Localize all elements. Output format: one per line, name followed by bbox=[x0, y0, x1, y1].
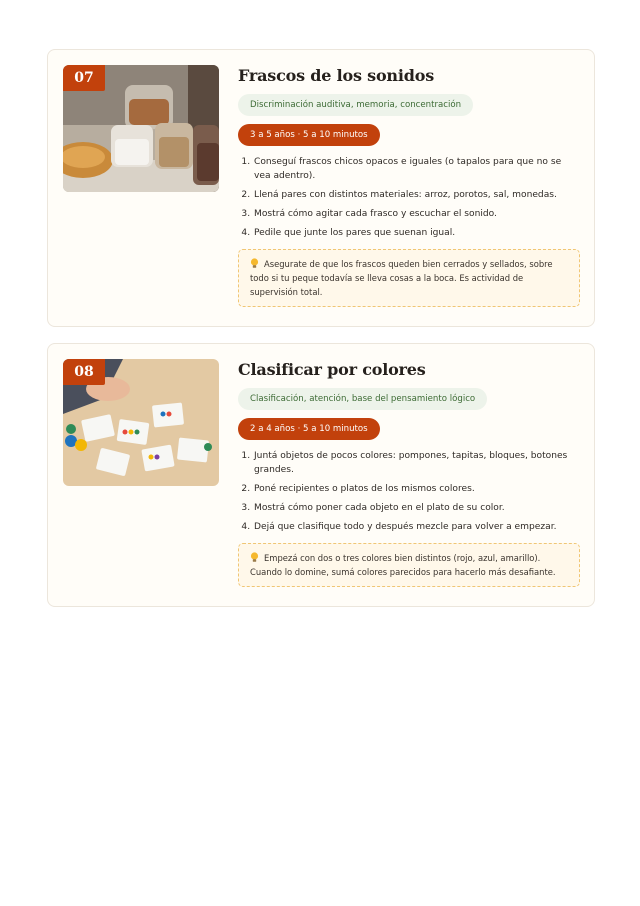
steps-list bbox=[238, 156, 580, 240]
list-item: 4. Pedile que junte los pares que suenan igual. bbox=[253, 227, 580, 241]
tip-text: Empezá con dos o tres colores bien distintos (rojo, azul, amarillo). Cuando lo domine, sumá colores parecidos para hacerlo más desafiante. bbox=[250, 553, 556, 577]
list-item: 2. Llená pares con distintos materiales: arroz, porotos, sal, monedas. bbox=[253, 189, 580, 203]
age-duration-badge: 3 a 5 años · 5 a 10 minutos bbox=[238, 124, 380, 146]
lightbulb-icon bbox=[250, 552, 259, 563]
list-item: 3. Mostrá cómo poner cada objeto en el plato de su color. bbox=[253, 502, 580, 516]
tip-box bbox=[238, 543, 580, 587]
list-item: 1. Juntá objetos de pocos colores: pompones, tapitas, bloques, botones grandes. bbox=[253, 450, 580, 477]
tip-text: Asegurate de que los frascos queden bien cerrados y sellados, sobre todo si tu peque todavía se lleva cosas a la boca. Es actividad de supervisión total. bbox=[250, 259, 553, 297]
list-item: 3. Mostrá cómo agitar cada frasco y escuchar el sonido. bbox=[253, 208, 580, 222]
skills-badge: Discriminación auditiva, memoria, concentración bbox=[238, 94, 473, 116]
age-duration-badge: 2 a 4 años · 5 a 10 minutos bbox=[238, 418, 380, 440]
lightbulb-icon bbox=[250, 258, 259, 269]
activity-title: Clasificar por colores bbox=[238, 360, 426, 379]
activity-number: 08 bbox=[63, 359, 105, 385]
skills-badge: Clasificación, atención, base del pensamiento lógico bbox=[238, 388, 487, 410]
activity-title: Frascos de los sonidos bbox=[238, 66, 434, 85]
color-cards-photo bbox=[63, 359, 219, 486]
list-item: 1. Conseguí frascos chicos opacos e iguales (o tapalos para que no se vea adentro). bbox=[253, 156, 580, 183]
activity-number: 07 bbox=[63, 65, 105, 91]
steps-list bbox=[238, 450, 580, 534]
activity-card bbox=[47, 343, 595, 607]
tip-box bbox=[238, 249, 580, 307]
activity-card bbox=[47, 49, 595, 327]
glass-jars-photo bbox=[63, 65, 219, 192]
list-item: 4. Dejá que clasifique todo y después mezcle para volver a empezar. bbox=[253, 521, 580, 535]
list-item: 2. Poné recipientes o platos de los mismos colores. bbox=[253, 483, 580, 497]
